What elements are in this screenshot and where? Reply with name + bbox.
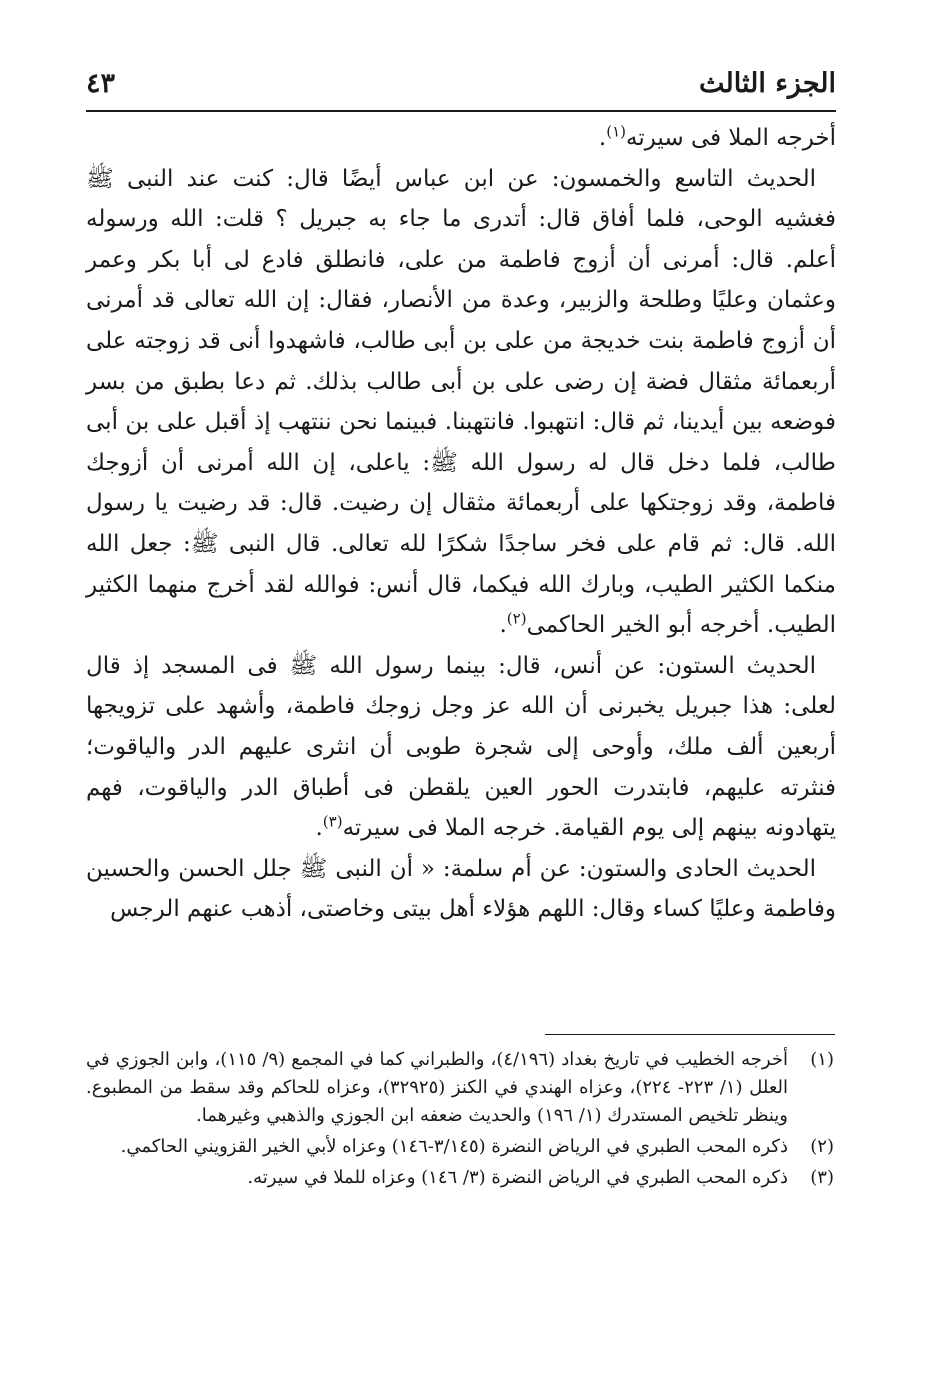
- footnote-reference: (١): [606, 122, 626, 141]
- paragraph-text: الحديث التاسع والخمسون: عن ابن عباس أيضًا قال: كنت عند النبى ﷺ فغشيه الوحى، فلما أفاق قال: أتدرى ما جاء به جبريل ؟ قلت: الله ورسوله أعلم. قال: أمرنى أن أزوج فاطمة من على، فانطلق فادع لى أبا بكر وعمر وعثمان وعليًا وطلحة والزبير، وعدة من الأنصار، فقال: إن الله تعالى قد أمرنى أن أزوج فاطمة بنت خديجة من على بن أبى طالب، فاشهدوا أنى قد زوجته على أربعمائة مثقال فضة إن رضى على بن أبى طالب بذلك. ثم دعا بطبق من بسر فوضعه بين أيدينا، ثم قال: انتهبوا. فانتهبنا. فبينما نحن ننتهب إذ أقبل على بن أبى طالب، فلما دخل قال له رسول الله ﷺ: ياعلى، إن الله أمرنى أن أزوجك فاطمة، وقد زوجتكها على أربعمائة مثقال إن رضيت. قال: قد رضيت يا رسول الله. قال: ثم قام على فخر ساجدًا شكرًا لله تعالى. قال النبى ﷺ: جعل الله منكما الكثير الطيب، وبارك الله فيكما، قال أنس: فوالله لقد أخرج منهما الكثير الطيب. أخرجه أبو الخير الحاكمى: [86, 165, 836, 639]
- header-rule: [86, 110, 836, 112]
- main-text: [86, 118, 836, 930]
- footnote-reference: (٣): [322, 812, 343, 831]
- footnote-number: (٢): [810, 1136, 834, 1157]
- footnotes: [86, 1046, 836, 1195]
- footnote-number: (٣): [810, 1167, 834, 1188]
- footnote-text: أخرجه الخطيب في تاريخ بغداد (٤/١٩٦)، والطبراني كما في المجمع (٩/ ١١٥)، وابن الجوزي في العلل (١/ ٢٢٣- ٢٢٤)، وعزاه الهندي في الكنز (٣٢٩٢٥)، وعزاه للحاكم وقد سقط من المطبوع. وينظر تلخيص المستدرك (١/ ١٩٦) والحديث ضعفه ابن الجوزي والذهبي وغيرهما.: [86, 1049, 788, 1126]
- running-title: الجزء الثالث: [699, 68, 836, 99]
- footnote-number: (١): [810, 1049, 834, 1070]
- footnote-reference: (٢): [506, 609, 527, 628]
- paragraph-text: أخرجه الملا فى سيرته: [626, 125, 836, 151]
- footnote-separator: [545, 1034, 835, 1035]
- paragraph: [86, 118, 836, 159]
- footnote: [86, 1133, 836, 1161]
- running-header: [86, 58, 836, 104]
- paragraph: [86, 159, 836, 646]
- page-number: ٤٣: [86, 68, 116, 99]
- paragraph-tail: .: [499, 612, 507, 639]
- footnote-text: ذكره المحب الطبري في الرياض النضرة (٣/ ١٤٦) وعزاه للملا في سيرته.: [247, 1167, 788, 1188]
- footnote-text: ذكره المحب الطبري في الرياض النضرة (٣/١٤٥-١٤٦) وعزاه لأبي الخير القزويني الحاكمي.: [120, 1136, 788, 1157]
- footnote: [86, 1164, 836, 1192]
- paragraph-text: الحديث الحادى والستون: عن أم سلمة: « أن النبى ﷺ جلل الحسن والحسين وفاطمة وعليًا كساء وقال: اللهم هؤلاء أهل بيتى وخاصتى، أذهب عنهم الرجس: [86, 855, 836, 923]
- paragraph-tail: .: [315, 815, 323, 842]
- paragraph: [86, 849, 836, 930]
- paragraph-text: الحديث الستون: عن أنس، قال: بينما رسول الله ﷺ فى المسجد إذ قال لعلى: هذا جبريل يخبرنى أن الله عز وجل زوجك فاطمة، وأشهد على تزويجها أربعين ألف ملك، وأوحى إلى شجرة طوبى أن انثرى عليهم الدر والياقوت؛ فنثرته عليهم، فابتدرت الحور العين يلقطن فى أطباق الدر والياقوت، فهم يتهادونه بينهم إلى يوم القيامة. خرجه الملا فى سيرته: [86, 652, 836, 842]
- paragraph: [86, 646, 836, 849]
- paragraph-tail: .: [598, 125, 607, 151]
- footnote: [86, 1046, 836, 1130]
